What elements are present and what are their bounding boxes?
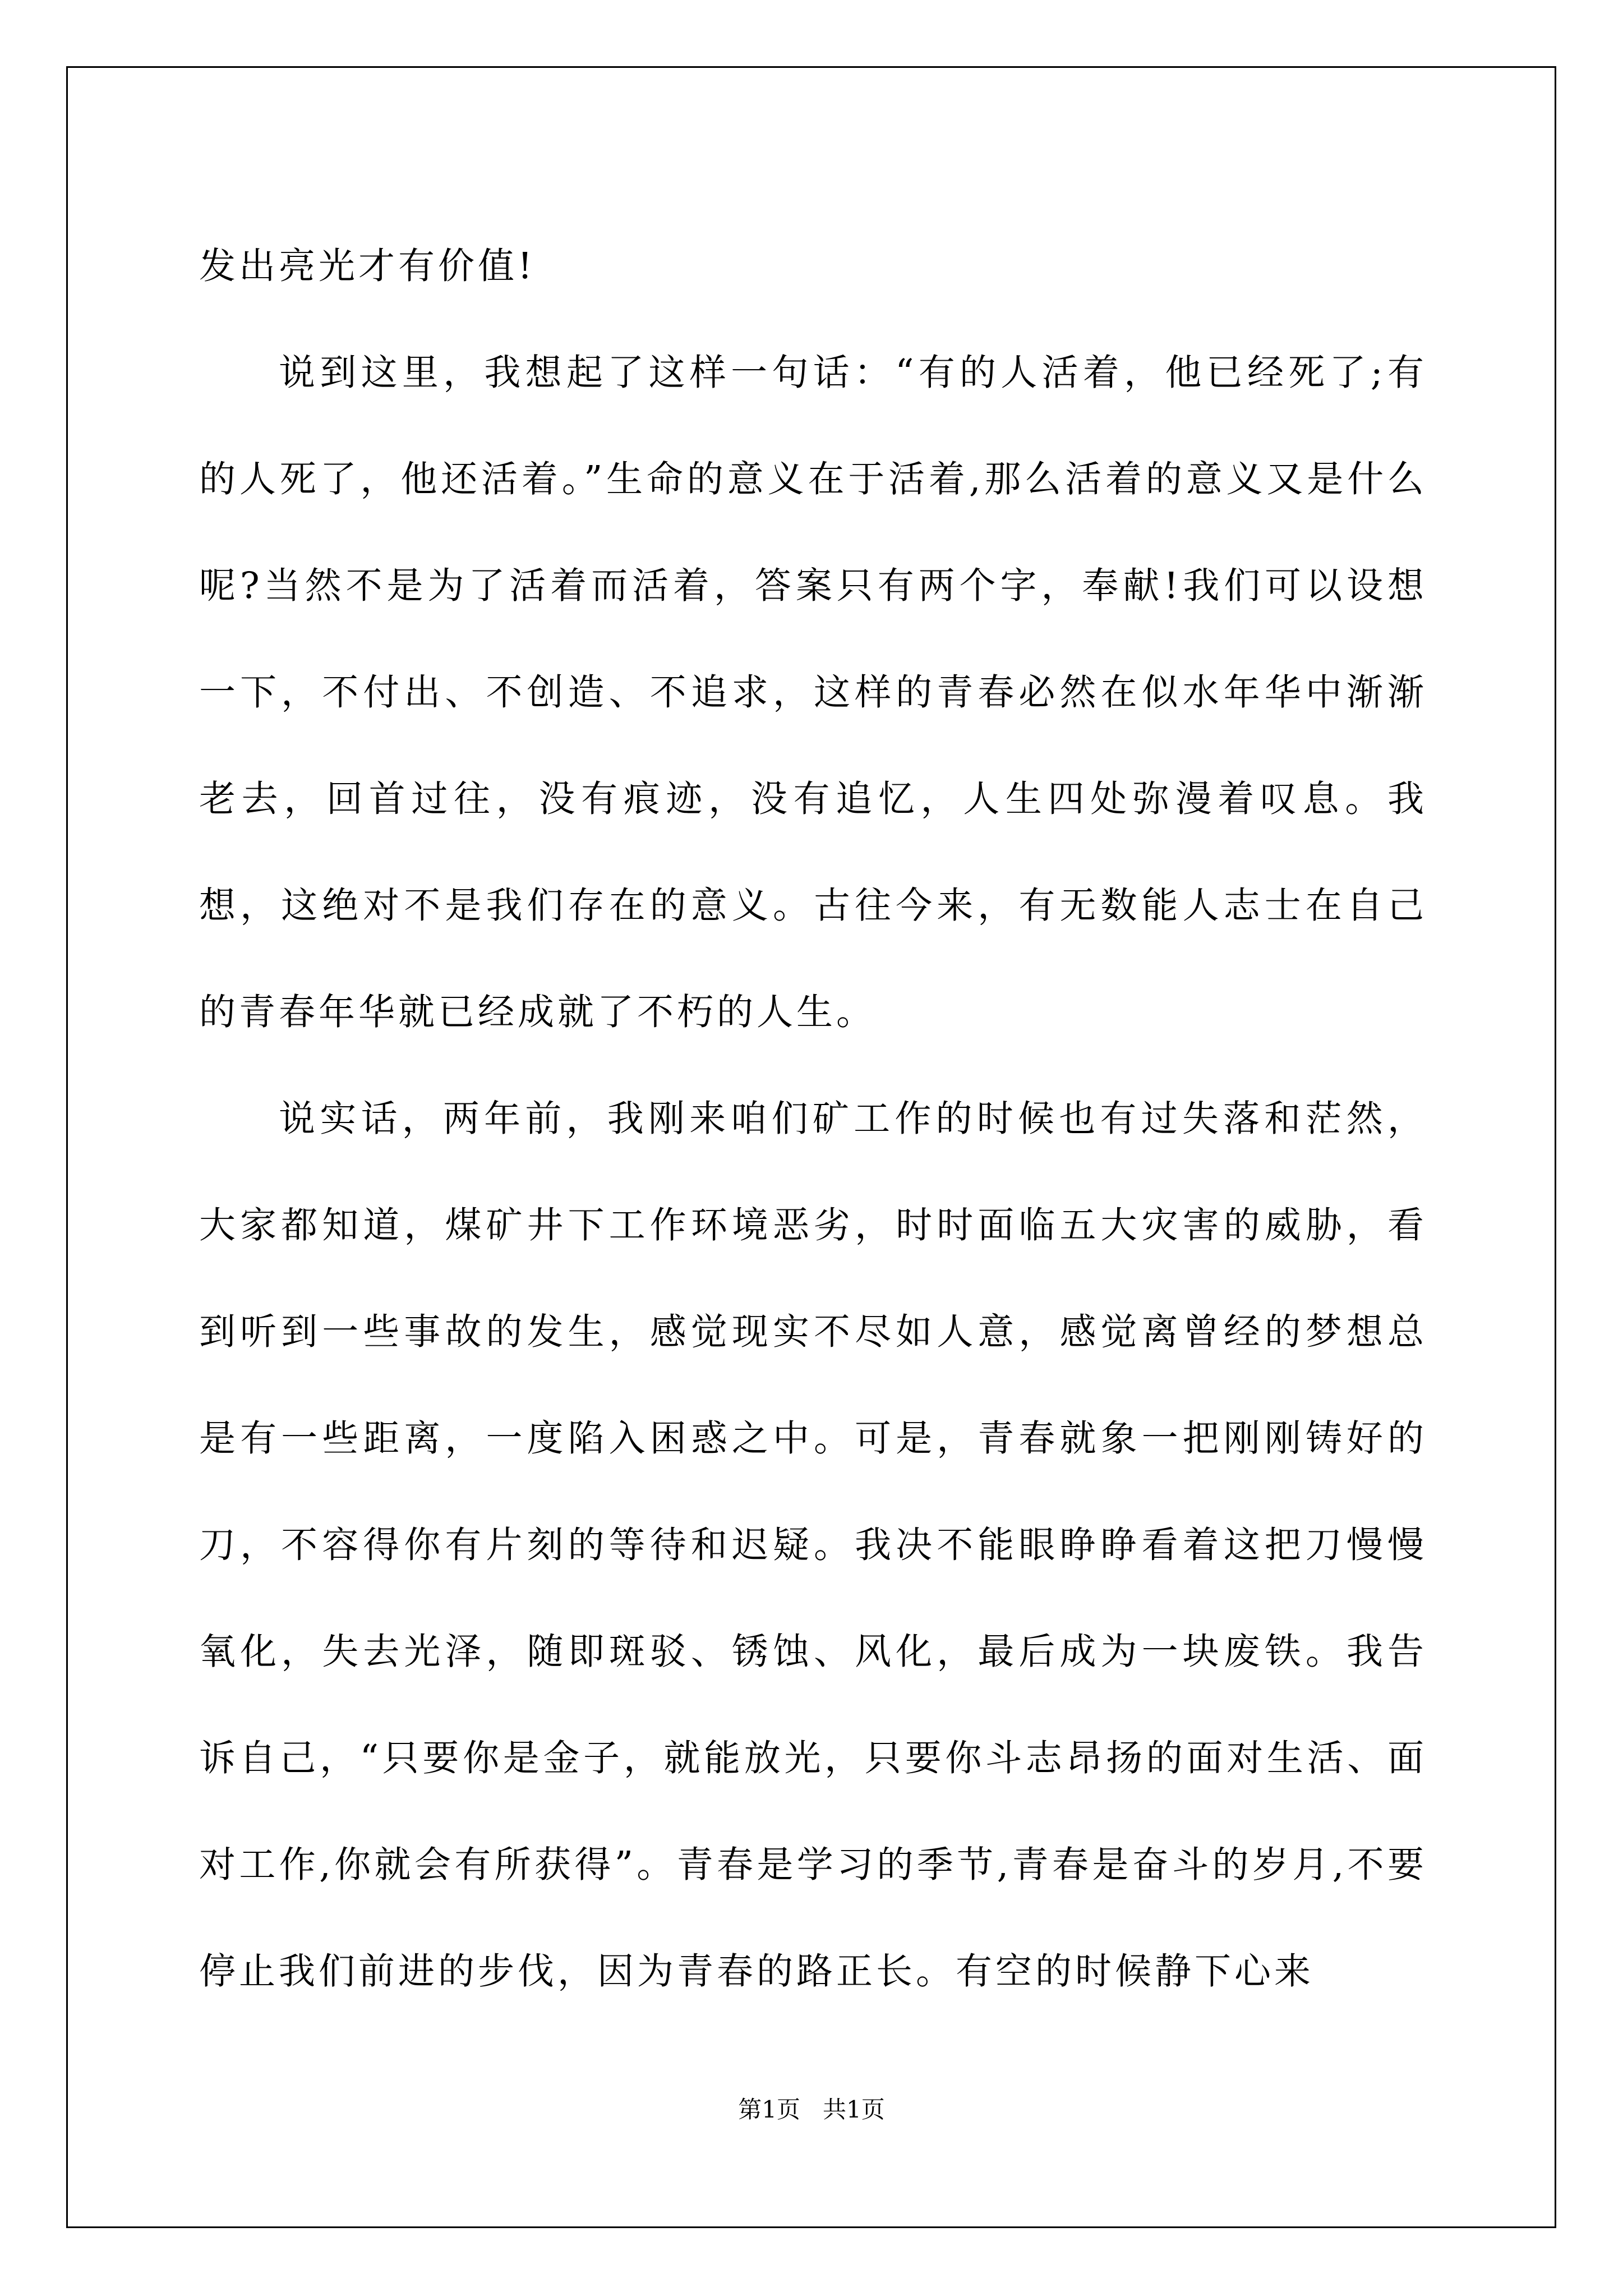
page-footer: 第1页 共1页 (738, 2096, 885, 2123)
document-body (199, 213, 1427, 2025)
paragraph-continuation: 发出亮光才有价值! (199, 245, 536, 287)
paragraph-mine-work: 说实话，两年前，我刚来咱们矿工作的时候也有过失落和茫然，大家都知道，煤矿井下工作环境恶劣，时时面临五大灾害的威胁，看到听到一些事故的发生，感觉现实不尽如人意，感觉离曾经的梦想总是有一些距离，一度陷入困惑之中。可是，青春就象一把刚刚铸好的刀，不容得你有片刻的等待和迟疑。我决不能眼睁睁看着这把刀慢慢氧化，失去光泽，随即斑驳、锈蚀、风化，最后成为一块废铁。我告诉自己，“只要你是金子，就能放光，只要你斗志昂扬的面对生活、面对工作,你就会有所获得”。青春是学习的季节,青春是奋斗的岁月,不要停止我们前进的步伐，因为青春的路正长。有空的时候静下心来 (199, 1098, 1427, 1993)
paragraph-meaning-of-life: 说到这里，我想起了这样一句话：“有的人活着，他已经死了;有的人死了，他还活着。”生命的意义在于活着,那么活着的意义又是什么呢?当然不是为了活着而活着，答案只有两个字，奉献!我们可以设想一下，不付出、不创造、不追求，这样的青春必然在似水年华中渐渐老去，回首过往，没有痕迹，没有追忆，人生四处弥漫着叹息。我想，这绝对不是我们存在的意义。古往今来，有无数能人志士在自己的青春年华就已经成就了不朽的人生。 (199, 352, 1427, 1033)
